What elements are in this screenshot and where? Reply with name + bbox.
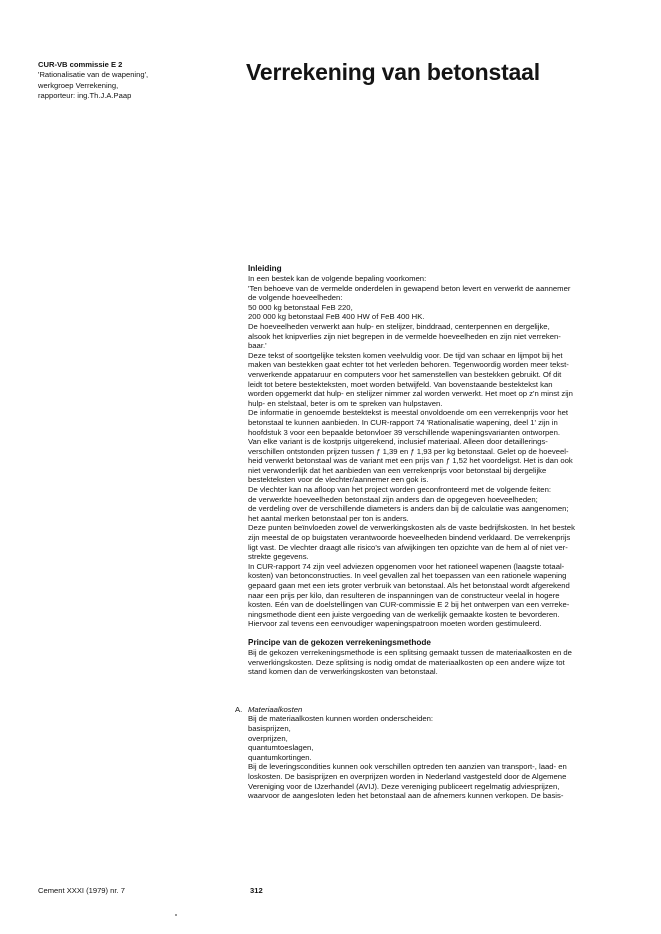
section-a-marker: A. bbox=[235, 704, 243, 714]
text-line: ligt vast. De vlechter draagt alle risico's van afwijkingen ten opzichte van de hem al of niet ver- bbox=[248, 542, 568, 552]
text-line: verwerkende appataruur en computers voor het samenstellen van bestekken gebruikt. Of dit bbox=[248, 369, 562, 379]
text-line: Hiervoor zal tevens een eenvoudiger wapeningspatroon moeten worden gestimuleerd. bbox=[248, 619, 542, 629]
text-line: In CUR-rapport 74 zijn veel adviezen opgenomen voor het rationeel wapenen (laagste totaal- bbox=[248, 561, 565, 571]
committee-name: CUR-VB commissie E 2 bbox=[38, 60, 123, 69]
text-line: de verdeling over de verschillende diameters is anders dan bij de calculatie was aangenomen; bbox=[248, 504, 569, 514]
text-line: Bij de gekozen verrekeningsmethode is een splitsing gemaakt tussen de materiaalkosten en de bbox=[248, 647, 572, 657]
text-line: Deze punten beïnvloeden zowel de verwerkingskosten als de vaste bedrijfskosten. In het bestek bbox=[248, 523, 575, 533]
text-line: de volgende hoeveelheden: bbox=[248, 293, 343, 303]
text-line: loskosten. De basisprijzen en overprijzen worden in Nederland vastgesteld door de Algemene bbox=[248, 771, 567, 781]
text-line: De hoeveelheden verwerkt aan hulp- en stelijzer, binddraad, centerpennen en dergelijke, bbox=[248, 321, 550, 331]
text-line: kosten) van betonconstructies. In veel gevallen zal het toepassen van een rationele wapening bbox=[248, 571, 567, 581]
text-line: Bij de leveringscondities kunnen ook verschillen optreden ten aanzien van transport-, laad- en bbox=[248, 762, 567, 772]
text-line: hulp- en stelstaal, beter is om te spreken van hulpstaven. bbox=[248, 398, 443, 408]
text-line: De vlechter kan na afloop van het project worden geconfronteerd met de volgende feiten: bbox=[248, 485, 551, 495]
principe-text bbox=[248, 648, 640, 677]
article-body bbox=[235, 264, 640, 801]
page-number: 312 bbox=[250, 886, 263, 895]
text-line: overprijzen, bbox=[248, 733, 288, 743]
text-line: quantumtoeslagen, bbox=[248, 743, 314, 753]
text-line: basisprijzen, bbox=[248, 723, 291, 733]
text-line: ningsmethode dient een juiste vergoeding van de werkelijk gemaakte kosten te bevorderen. bbox=[248, 609, 560, 619]
text-line: verwerkingskosten. Deze splitsing is nodig omdat de materiaalkosten op een andere wijze tot bbox=[248, 657, 565, 667]
text-line: Van elke variant is de kostprijs uitgerekend, inclusief materiaal. Alleen door detaillerings- bbox=[248, 437, 548, 447]
text-line: niet verwonderlijk dat het aanbieden van een verrekenprijs voor betonstaal bij dergelijke bbox=[248, 465, 547, 475]
section-a-text bbox=[248, 714, 640, 800]
workgroup-name: werkgroep Verrekening, bbox=[38, 80, 119, 90]
header-credits bbox=[38, 60, 228, 102]
text-line: strekte gegevens. bbox=[248, 552, 309, 562]
scan-speck bbox=[175, 914, 177, 916]
text-line: maken van bestekken gaat echter tot het verleden behoren. Tegenwoordig worden meer tekst- bbox=[248, 360, 569, 370]
text-line: De informatie in genoemde bestektekst is meestal onvoldoende om een verrekenprijs voor het bbox=[248, 408, 569, 418]
text-line: alsook het knipverlies zijn niet begrepen in de vermelde hoeveelheden en zijn niet verreken- bbox=[248, 331, 561, 341]
text-line: naar een prijs per kilo, dan resulteren de inspanningen van de constructeur veelal in hogere bbox=[248, 590, 560, 600]
section-a bbox=[235, 704, 640, 801]
text-line: verschillen ontstonden prijzen tussen ƒ 1,39 en ƒ 1,93 per kg betonstaal. Gelet op de hoeveel- bbox=[248, 446, 569, 456]
article-title: Verrekening van betonstaal bbox=[246, 59, 540, 85]
text-line: baar.' bbox=[248, 341, 267, 351]
text-line: Vereniging voor de IJzerhandel (AVIJ). Deze vereniging publiceert regelmatig adviesprijzen, bbox=[248, 781, 560, 791]
text-line: Bij de materiaalkosten kunnen worden onderscheiden: bbox=[248, 714, 434, 724]
text-line: betonstaal te kunnen aanbieden. In CUR-rapport 74 'Rationalisatie wapening, deel 1' zijn in bbox=[248, 417, 558, 427]
text-line: quantumkortingen. bbox=[248, 752, 312, 762]
text-line: kosten. Eén van de doelstellingen van CUR-commissie E 2 bij het ontwerpen van een verreke- bbox=[248, 600, 570, 610]
text-line: het aantal merken betonstaal per ton is anders. bbox=[248, 513, 409, 523]
rapporteur: rapporteur: ing.Th.J.A.Paap bbox=[38, 91, 132, 101]
text-line: hoofdstuk 3 voor een bepaalde betonvloer 39 verschillende wapeningsvarianten ontworpen. bbox=[248, 427, 560, 437]
text-line: 'Ten behoeve van de vermelde onderdelen in gewapend beton levert en verwerkt de aannemer bbox=[248, 283, 571, 293]
text-line: de verwerkte hoeveelheden betonstaal zijn anders dan de opgegeven hoeveelheden; bbox=[248, 494, 538, 504]
text-line: waarvoor de aangesloten leden het betonstaal aan de afnemers kunnen verkopen. De basis- bbox=[248, 791, 564, 801]
text-line: In een bestek kan de volgende bepaling voorkomen: bbox=[248, 274, 427, 283]
text-line: 50 000 kg betonstaal FeB 220, bbox=[248, 302, 353, 312]
committee-subtitle: 'Rationalisatie van de wapening', bbox=[38, 70, 149, 80]
text-line: leidt tot betere bestekteksten, moet worden betwijfeld. Van bovenstaande bestektekst kan bbox=[248, 379, 553, 389]
section-heading-principe: Principe van de gekozen verrekeningsmethode bbox=[248, 637, 431, 647]
footer-journal: Cement XXXI (1979) nr. 7 bbox=[38, 886, 125, 895]
text-line: 200 000 kg betonstaal FeB 400 HW of FeB 400 HK. bbox=[248, 312, 425, 322]
text-line: bestekteksten voor de vlechter/aannemer een gok is. bbox=[248, 475, 429, 485]
text-line: zijn meestal de op buigstaten verantwoorde hoeveelheden bindend verklaard. De verrekenprijs bbox=[248, 533, 571, 543]
text-line: Deze tekst of soortgelijke teksten komen veelvuldig voor. De tijd van schaar en lijmpot bij het bbox=[248, 350, 563, 360]
text-line: heid verwerkt betonstaal was de variant met een prijs van ƒ 1,52 het voordeligst. Het is dan ook bbox=[248, 456, 573, 466]
section-heading-inleiding: Inleiding bbox=[248, 264, 282, 273]
text-line: worden opgemerkt dat hulp- en stelijzer nimmer zal worden verwerkt. Het moet op z'n minst zijn bbox=[248, 389, 573, 399]
text-line: gepaard gaan met een iets groter verbruik van betonstaal. Als het betonstaal wordt afgerekend bbox=[248, 581, 570, 590]
inleiding-text bbox=[248, 274, 640, 629]
text-line: stand komen dan de verwerkingskosten van betonstaal. bbox=[248, 667, 438, 677]
section-a-title: Materiaalkosten bbox=[248, 704, 303, 714]
